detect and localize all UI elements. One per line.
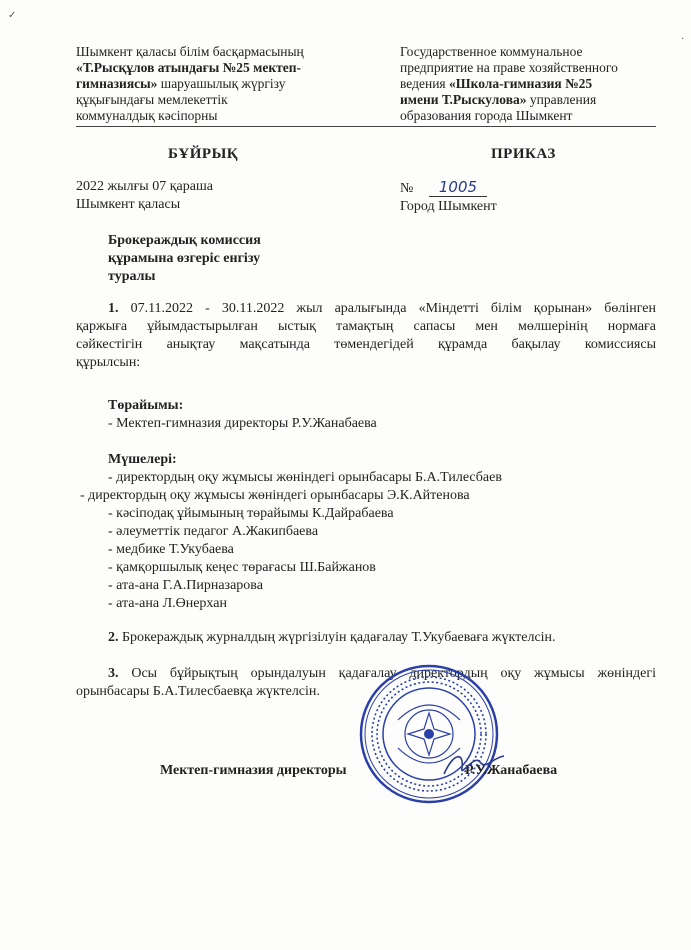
header-ru-line: ведения «Школа-гимназия №25 (400, 76, 593, 91)
order-subject (108, 232, 261, 286)
order-city-kz: Шымкент қаласы (76, 197, 181, 212)
item-1-line: сәйкестігін анықтау мақсатында төмендегідей құрамда бақылау комиссиясы (76, 337, 656, 352)
chair-line: - Мектеп-гимназия директоры Р.У.Жанабаева (108, 416, 377, 431)
member-line: - кәсіподақ ұйымының төрайымы К.Дайрабаева (108, 506, 394, 521)
official-stamp (358, 663, 500, 805)
member-line: - әлеуметтік педагог А.Жакипбаева (108, 524, 319, 539)
handwritten-number: 1005 (429, 178, 487, 197)
signature-name: Р.У.Жанабаева (465, 763, 558, 778)
member-line: - ата-ана Л.Өнерхан (108, 596, 227, 611)
chair-block (108, 397, 377, 433)
subject-line: Брокераждық комиссия (108, 233, 261, 248)
order-date: 2022 жылғы 07 қараша (76, 179, 213, 194)
signature-position: Мектеп-гимназия директоры (160, 763, 347, 778)
header-ru-line: предприятие на праве хозяйственного (400, 60, 618, 75)
title-ru: ПРИКАЗ (491, 146, 556, 162)
header-kz (76, 44, 356, 124)
member-line: - директордың оқу жұмысы жөніндегі орынбасары Б.А.Тилесбаев (108, 470, 502, 485)
member-line: - медбике Т.Укубаева (108, 542, 234, 557)
chair-heading: Төрайымы: (108, 398, 184, 413)
title-kz: БҰЙРЫҚ (168, 146, 239, 162)
item-3-line: 3. Осы бұйрықтың орындалуын қадағалау директордың оқу жұмысы жөніндегі (108, 666, 656, 681)
order-city-ru: Город Шымкент (400, 199, 497, 214)
member-line: - директордың оқу жұмысы жөніндегі орынбасары Э.К.Айтенова (80, 488, 470, 503)
subject-line: құрамына өзгеріс енгізу (108, 251, 261, 266)
header-kz-line: гимназиясы» шаруашылық жүргізу (76, 76, 286, 91)
header-ru-line: образования города Шымкент (400, 108, 573, 123)
header-kz-line: «Т.Рысқұлов атындағы №25 мектеп- (76, 60, 302, 75)
item-1 (76, 300, 656, 372)
number-block (400, 178, 600, 216)
item-1-line: 1. 07.11.2022 - 30.11.2022 жыл аралығында «Міндетті білім қорынан» бөлінген (108, 301, 656, 316)
item-1-line: құрылсын: (76, 355, 141, 370)
date-kz (76, 178, 213, 214)
member-line: - қамқоршылық кеңес төрағасы Ш.Байжанов (108, 560, 376, 575)
order-number (400, 178, 600, 198)
header-divider (76, 126, 656, 127)
item-1-line: қаржыға ұйымдастырылған ыстық тамақтың сапасы мен мөлшерінің нормаға (76, 319, 656, 334)
header-kz-line: коммуналдық кәсіпорны (76, 108, 218, 123)
number-label: № (400, 181, 414, 196)
item-3-line: орынбасары Б.А.Тилесбаевқа жүктелсін. (76, 684, 320, 699)
header-ru (400, 44, 670, 124)
item-2: 2. Брокераждық журналдың жүргізілуін қадағалау Т.Укубаеваға жүктелсін. (108, 630, 556, 645)
header-ru-line: Государственное коммунальное (400, 44, 583, 59)
header-ru-line: имени Т.Рыскулова» управления (400, 92, 597, 107)
scan-mark: · (681, 34, 685, 45)
scan-mark: ✓ (8, 10, 17, 21)
header-kz-line: құқығындағы мемлекеттік (76, 92, 228, 107)
subject-line: туралы (108, 269, 156, 284)
members-heading: Мүшелері: (108, 452, 177, 467)
handwritten-signature (440, 748, 510, 782)
member-line: - ата-ана Г.А.Пирназарова (108, 578, 263, 593)
header-kz-line: Шымкент қаласы білім басқармасының (76, 44, 304, 59)
